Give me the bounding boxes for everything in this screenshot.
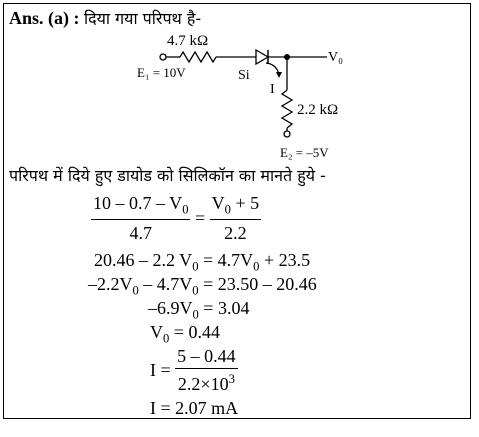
eq1-lhs-fraction	[91, 193, 190, 244]
subscript: 0	[192, 283, 199, 298]
equation-2	[94, 250, 310, 275]
equation-3	[88, 274, 317, 299]
eq6-numerator: 5 – 0.44	[177, 346, 236, 366]
e2-label: E₂ = –5V	[280, 145, 329, 160]
resistor-1	[180, 52, 216, 62]
subscript: 0	[163, 331, 170, 346]
equation-5	[150, 322, 220, 347]
equation-6	[150, 346, 238, 395]
resistor-1-label: 4.7 kΩ	[167, 33, 209, 49]
output-label: V₀	[328, 50, 343, 65]
eq1-rhs-denominator: 2.2	[224, 222, 247, 243]
equation-1: $\frac{10 - 0.7 - V_0}{4.7}$ = $\frac{V_0 + 5}{2.2}$	[93, 193, 260, 243]
equation-4	[148, 298, 249, 323]
eq6-denominator: 2.2×10	[177, 374, 229, 394]
eq1-lhs-denominator: 4.7	[129, 222, 152, 243]
diode-label: Si	[238, 68, 250, 83]
eq1-rhs-fraction	[210, 193, 261, 244]
eq5-part-2: = 0.44	[169, 322, 220, 342]
eq3-part-2: – 4.7V	[138, 274, 193, 294]
subscript: 0	[192, 259, 199, 274]
equation-7: I = 2.07 mA	[150, 398, 239, 418]
current-arrowhead	[276, 72, 282, 78]
circuit-diagram	[0, 0, 479, 170]
e1-label: E₁ = 10V	[137, 65, 186, 80]
intro-text: दिया गया परिपथ है-	[84, 9, 202, 28]
subscript: 0	[192, 307, 199, 322]
eq5-part-1: V	[150, 322, 163, 342]
e1-terminal	[160, 54, 166, 60]
resistor-2-label: 2.2 kΩ	[297, 102, 339, 118]
diode	[256, 50, 268, 64]
eq3-part-3: = 23.50 – 20.46	[198, 274, 317, 294]
answer-label: Ans. (a) :	[9, 8, 80, 28]
subscript: 0	[132, 283, 139, 298]
resistor-2	[282, 90, 292, 128]
eq2-part-3: + 23.5	[259, 250, 311, 270]
eq2-part-1: 20.46 – 2.2 V	[94, 250, 193, 270]
eq3-part-1: –2.2V	[88, 274, 133, 294]
e2-terminal	[284, 131, 290, 137]
statement-text: परिपथ में दिये हुए डायोड को सिलिकॉन का मानते हुये -	[9, 166, 326, 185]
eq6-exponent: 3	[228, 372, 235, 386]
eq4-part-1: –6.9V	[148, 298, 193, 318]
eq6-fraction	[175, 346, 238, 395]
current-label: I	[270, 82, 275, 97]
subscript: 0	[224, 202, 231, 217]
subscript: 0	[253, 259, 260, 274]
subscript: 0	[182, 202, 189, 217]
eq2-part-2: = 4.7V	[198, 250, 254, 270]
eq1-rhs-numerator-tail: + 5	[230, 193, 260, 213]
eq1-lhs-numerator: 10 – 0.7 – V	[93, 193, 183, 213]
eq4-part-2: = 3.04	[198, 298, 250, 318]
eq1-rhs-numerator: V	[211, 193, 225, 213]
eq6-lhs: I =	[150, 360, 171, 380]
